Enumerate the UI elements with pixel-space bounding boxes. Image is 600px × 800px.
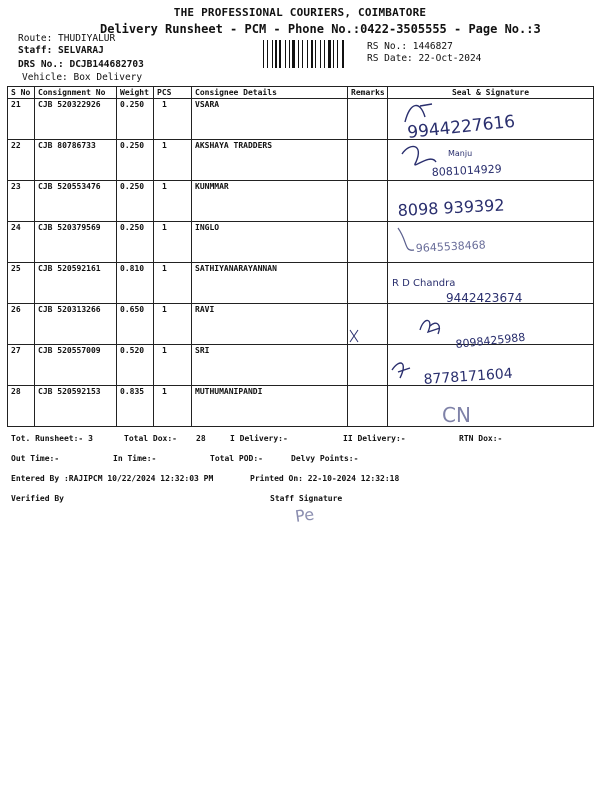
cell-sno: 23: [8, 181, 35, 222]
staff-signature-mark: [290, 500, 350, 532]
rtn-dox: RTN Dox:-: [459, 434, 503, 443]
cell-sno: 22: [8, 140, 35, 181]
cell-pcs: 1: [154, 140, 192, 181]
cell-pcs: 1: [154, 345, 192, 386]
handwriting-row22: 8081014929: [431, 162, 503, 179]
cell-pcs: 1: [154, 99, 192, 140]
col-header-sno: S No: [8, 87, 35, 99]
handwriting-row22-top: Manju: [448, 149, 473, 158]
cell-weight: 0.250: [117, 181, 154, 222]
cell-consignment: CJB 520592153: [35, 386, 117, 427]
cell-consignee: INGLO: [192, 222, 348, 263]
barcode-image: [262, 40, 358, 68]
total-dox: Total Dox:-: [124, 434, 177, 443]
i-delivery: I Delivery:-: [230, 434, 288, 443]
cell-weight: 0.250: [117, 222, 154, 263]
cell-sno: 21: [8, 99, 35, 140]
printed-on: Printed On: 22-10-2024 12:32:18: [250, 474, 400, 483]
company-title: THE PROFESSIONAL COURIERS, COIMBATORE: [173, 6, 427, 19]
handwriting-row21: 9944227616: [406, 111, 517, 143]
col-header-signature: Seal & Signature: [388, 87, 594, 99]
cell-pcs: 1: [154, 222, 192, 263]
handwriting-row26: 8098425988: [454, 330, 526, 351]
cell-weight: 0.250: [117, 140, 154, 181]
cell-consignee: AKSHAYA TRADDERS: [192, 140, 348, 181]
total-pod: Total POD:-: [210, 454, 263, 463]
cell-sno: 24: [8, 222, 35, 263]
cell-consignment: CJB 520313266: [35, 304, 117, 345]
col-header-pcs: PCS: [154, 87, 192, 99]
vehicle-label: Vehicle: Box Delivery: [22, 72, 143, 83]
cell-consignee: SRI: [192, 345, 348, 386]
col-header-consignee: Consignee Details: [192, 87, 348, 99]
delivery-points: Delvy Points:-: [291, 454, 359, 463]
cell-consignment: CJB 520557009: [35, 345, 117, 386]
handwriting-row27: 8778171604: [423, 365, 514, 388]
handwritten-signatures: [380, 92, 595, 432]
staff-signature-label: Staff Signature: [270, 494, 343, 503]
cell-consignee: VSARA: [192, 99, 348, 140]
handwriting-row24: 9645538468: [415, 238, 487, 255]
rs-number: RS No.: 1446827: [367, 41, 453, 52]
rs-date: RS Date: 22-Oct-2024: [367, 53, 482, 64]
runsheet-title: Delivery Runsheet - PCM - Phone No.:0422-3505555 - Page No.:3: [100, 22, 541, 36]
route-label: Route: THUDIYALUR: [18, 33, 116, 44]
handwriting-row25: 9442423674: [446, 291, 523, 305]
cell-pcs: 1: [154, 263, 192, 304]
cell-consignment: CJB 80786733: [35, 140, 117, 181]
total-runsheet: Tot. Runsheet:- 3: [11, 434, 93, 443]
cell-consignment: CJB 520592161: [35, 263, 117, 304]
cell-consignment: CJB 520553476: [35, 181, 117, 222]
cell-consignee: SATHIYANARAYANNAN: [192, 263, 348, 304]
drs-number: DRS No.: DCJB144682703: [18, 59, 144, 70]
cell-weight: 0.250: [117, 99, 154, 140]
col-header-weight: Weight: [117, 87, 154, 99]
cell-pcs: 1: [154, 181, 192, 222]
handwriting-row25-name: R D Chandra: [392, 278, 456, 289]
cell-weight: 0.835: [117, 386, 154, 427]
total-dox-value: 28: [196, 434, 206, 443]
cell-sno: 28: [8, 386, 35, 427]
cell-pcs: 1: [154, 386, 192, 427]
cell-consignee: KUNMMAR: [192, 181, 348, 222]
staff-label: Staff: SELVARAJ: [18, 45, 104, 56]
cell-consignee: RAVI: [192, 304, 348, 345]
cell-sno: 25: [8, 263, 35, 304]
cell-weight: 0.650: [117, 304, 154, 345]
entered-by: Entered By :RAJIPCM 10/22/2024 12:32:03 PM: [11, 474, 214, 483]
cell-weight: 0.810: [117, 263, 154, 304]
cell-sno: 26: [8, 304, 35, 345]
handwriting-staff: Pe: [293, 504, 316, 526]
cell-sno: 27: [8, 345, 35, 386]
cell-pcs: 1: [154, 304, 192, 345]
cell-consignment: CJB 520379569: [35, 222, 117, 263]
cell-consignment: CJB 520322926: [35, 99, 117, 140]
ii-delivery: II Delivery:-: [343, 434, 406, 443]
cell-consignee: MUTHUMANIPANDI: [192, 386, 348, 427]
handwriting-row28: CN: [442, 403, 471, 427]
cell-weight: 0.520: [117, 345, 154, 386]
verified-by: Verified By: [11, 494, 64, 503]
col-header-remarks: Remarks: [348, 87, 388, 99]
out-time: Out Time:-: [11, 454, 60, 463]
in-time: In Time:-: [113, 454, 157, 463]
col-header-consignment: Consignment No: [35, 87, 117, 99]
handwriting-row23: 8098 939392: [397, 195, 505, 220]
